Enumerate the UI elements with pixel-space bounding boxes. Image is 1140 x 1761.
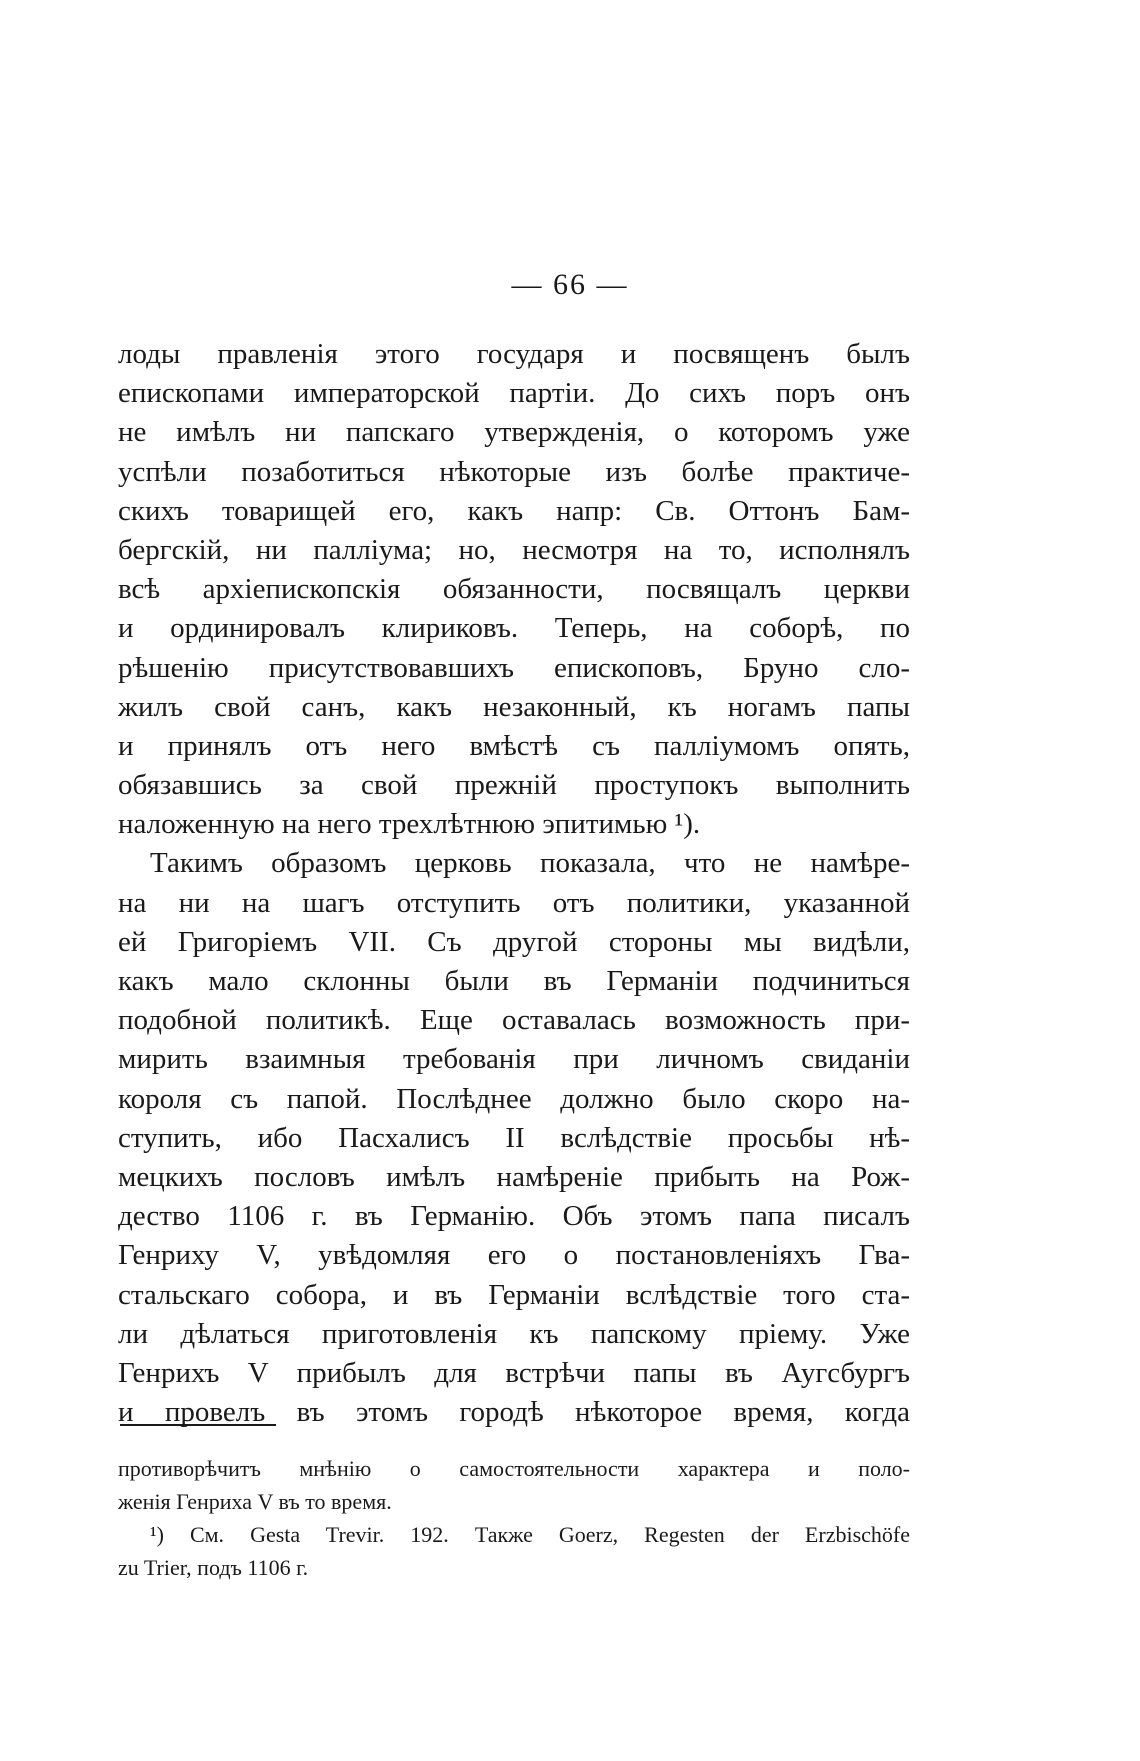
footnote-line: женія Генриха V въ то время. [118, 1489, 392, 1514]
text-line: наложенную на него трехлѣтнюю эпитимью ¹). [118, 808, 701, 841]
text-line: успѣли позаботиться нѣкоторые изъ болѣе практиче- [118, 455, 910, 488]
text-line: мецкихъ пословъ имѣлъ намѣреніе прибыть на Рож- [118, 1160, 910, 1193]
footnote-line: ¹) См. Gesta Trevir. 192. Также Goerz, Regesten der Erzbischöfe [150, 1522, 910, 1547]
text-line: Генриху V, увѣдомляя его о постановленіяхъ Гва- [118, 1239, 910, 1272]
text-line: ступить, ибо Пасхалисъ II вслѣдствіе просьбы нѣ- [118, 1121, 910, 1154]
text-line: жилъ свой санъ, какъ незаконный, къ ногамъ папы [118, 690, 910, 723]
footnote-divider [120, 1424, 276, 1426]
page-number: — 66 — [511, 268, 629, 301]
text-line: мирить взаимныя требованія при личномъ свиданіи [118, 1043, 910, 1076]
footnote-line: противорѣчитъ мнѣнію о самостоятельности характера и поло- [118, 1456, 910, 1481]
text-line: ей Григоріемъ VII. Съ другой стороны мы видѣли, [118, 925, 910, 958]
text-line: Генрихъ V прибылъ для встрѣчи папы въ Аугсбургъ [118, 1356, 910, 1389]
text-line: бергскій, ни палліума; но, несмотря на то, исполнялъ [118, 533, 910, 566]
main-text [118, 335, 910, 1432]
text-line: какъ мало склонны были въ Германіи подчиниться [118, 965, 910, 997]
footnote-line: zu Trier, подъ 1106 г. [118, 1555, 309, 1580]
text-line: не имѣлъ ни папскаго утвержденія, о которомъ уже [118, 416, 910, 449]
text-line: скихъ товарищей его, какъ напр: Св. Оттонъ Бам- [118, 494, 910, 527]
text-line: на ни на шагъ отступить отъ политики, указанной [118, 886, 910, 919]
paragraph-2 [118, 844, 910, 1432]
footnote-continued [118, 1452, 910, 1518]
text-line: всѣ архіепископскія обязанности, посвящалъ церкви [118, 573, 910, 606]
text-line: дество 1106 г. въ Германію. Объ этомъ папа писалъ [118, 1200, 910, 1233]
footnotes [118, 1452, 910, 1584]
text-line: подобной политикѣ. Еще оставалась возможность при- [118, 1004, 910, 1037]
text-line: и принялъ отъ него вмѣстѣ съ палліумомъ опять, [118, 729, 910, 762]
text-line: стальскаго собора, и въ Германіи вслѣдствіе того ста- [118, 1278, 910, 1311]
text-line: и ординировалъ клириковъ. Теперь, на соборѣ, по [118, 612, 910, 645]
text-line: Такимъ образомъ церковь показала, что не намѣре- [150, 847, 910, 880]
text-line: ли дѣлаться приготовленія къ папскому пріему. Уже [118, 1317, 910, 1350]
text-line: епископами императорской партіи. До сихъ поръ онъ [118, 377, 910, 410]
text-line: лоды правленія этого государя и посвященъ былъ [118, 338, 910, 370]
paragraph-1 [118, 335, 910, 844]
text-line: рѣшенію присутствовавшихъ епископовъ, Бруно сло- [118, 651, 910, 684]
text-line: короля съ папой. Послѣднее должно было скоро на- [118, 1082, 910, 1115]
footnote-1 [118, 1518, 910, 1584]
text-line: и провелъ въ этомъ городѣ нѣкоторое время, когда [118, 1396, 910, 1429]
text-line: обязавшись за свой прежній проступокъ выполнить [118, 769, 910, 802]
